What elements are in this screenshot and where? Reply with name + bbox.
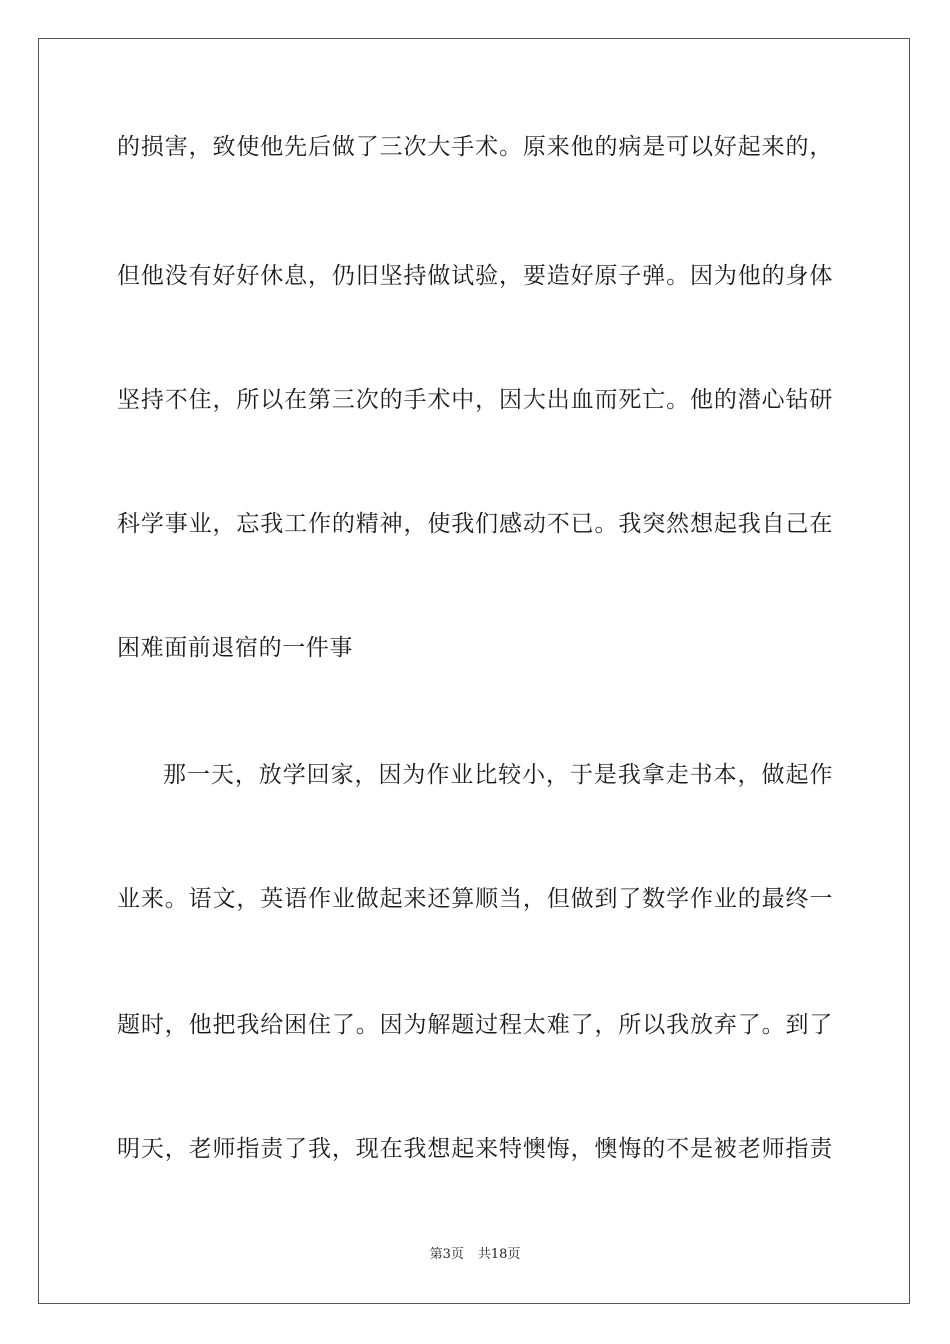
text-line-2: 但他没有好好休息，仍旧坚持做试验，要造好原子弹。因为他的身体 <box>117 263 833 289</box>
text-line-3: 坚持不住，所以在第三次的手术中，因大出血而死亡。他的潜心钻研 <box>117 387 833 413</box>
text-line-1: 的损害，致使他先后做了三次大手术。原来他的病是可以好起来的， <box>117 134 833 160</box>
text-line-5: 困难面前退宿的一件事 <box>117 635 353 661</box>
total-pages: 共18页 <box>477 1247 521 1262</box>
text-line-9: 明天，老师指责了我，现在我想起来特懊悔，懊悔的不是被老师指责 <box>117 1136 833 1162</box>
text-line-8: 题时，他把我给困住了。因为解题过程太难了，所以我放弃了。到了 <box>117 1012 833 1038</box>
page-number: 第3页 <box>429 1247 464 1262</box>
text-line-7: 业来。语文，英语作业做起来还算顺当，但做到了数学作业的最终一 <box>117 886 833 912</box>
paragraph-first-line: 那一天，放学回家，因为作业比较小，于是我拿走书本，做起作 <box>163 762 833 788</box>
text-line-4: 科学事业，忘我工作的精神，使我们感动不已。我突然想起我自己在 <box>117 511 833 537</box>
page-border <box>38 38 910 1304</box>
page-footer <box>0 1246 950 1264</box>
